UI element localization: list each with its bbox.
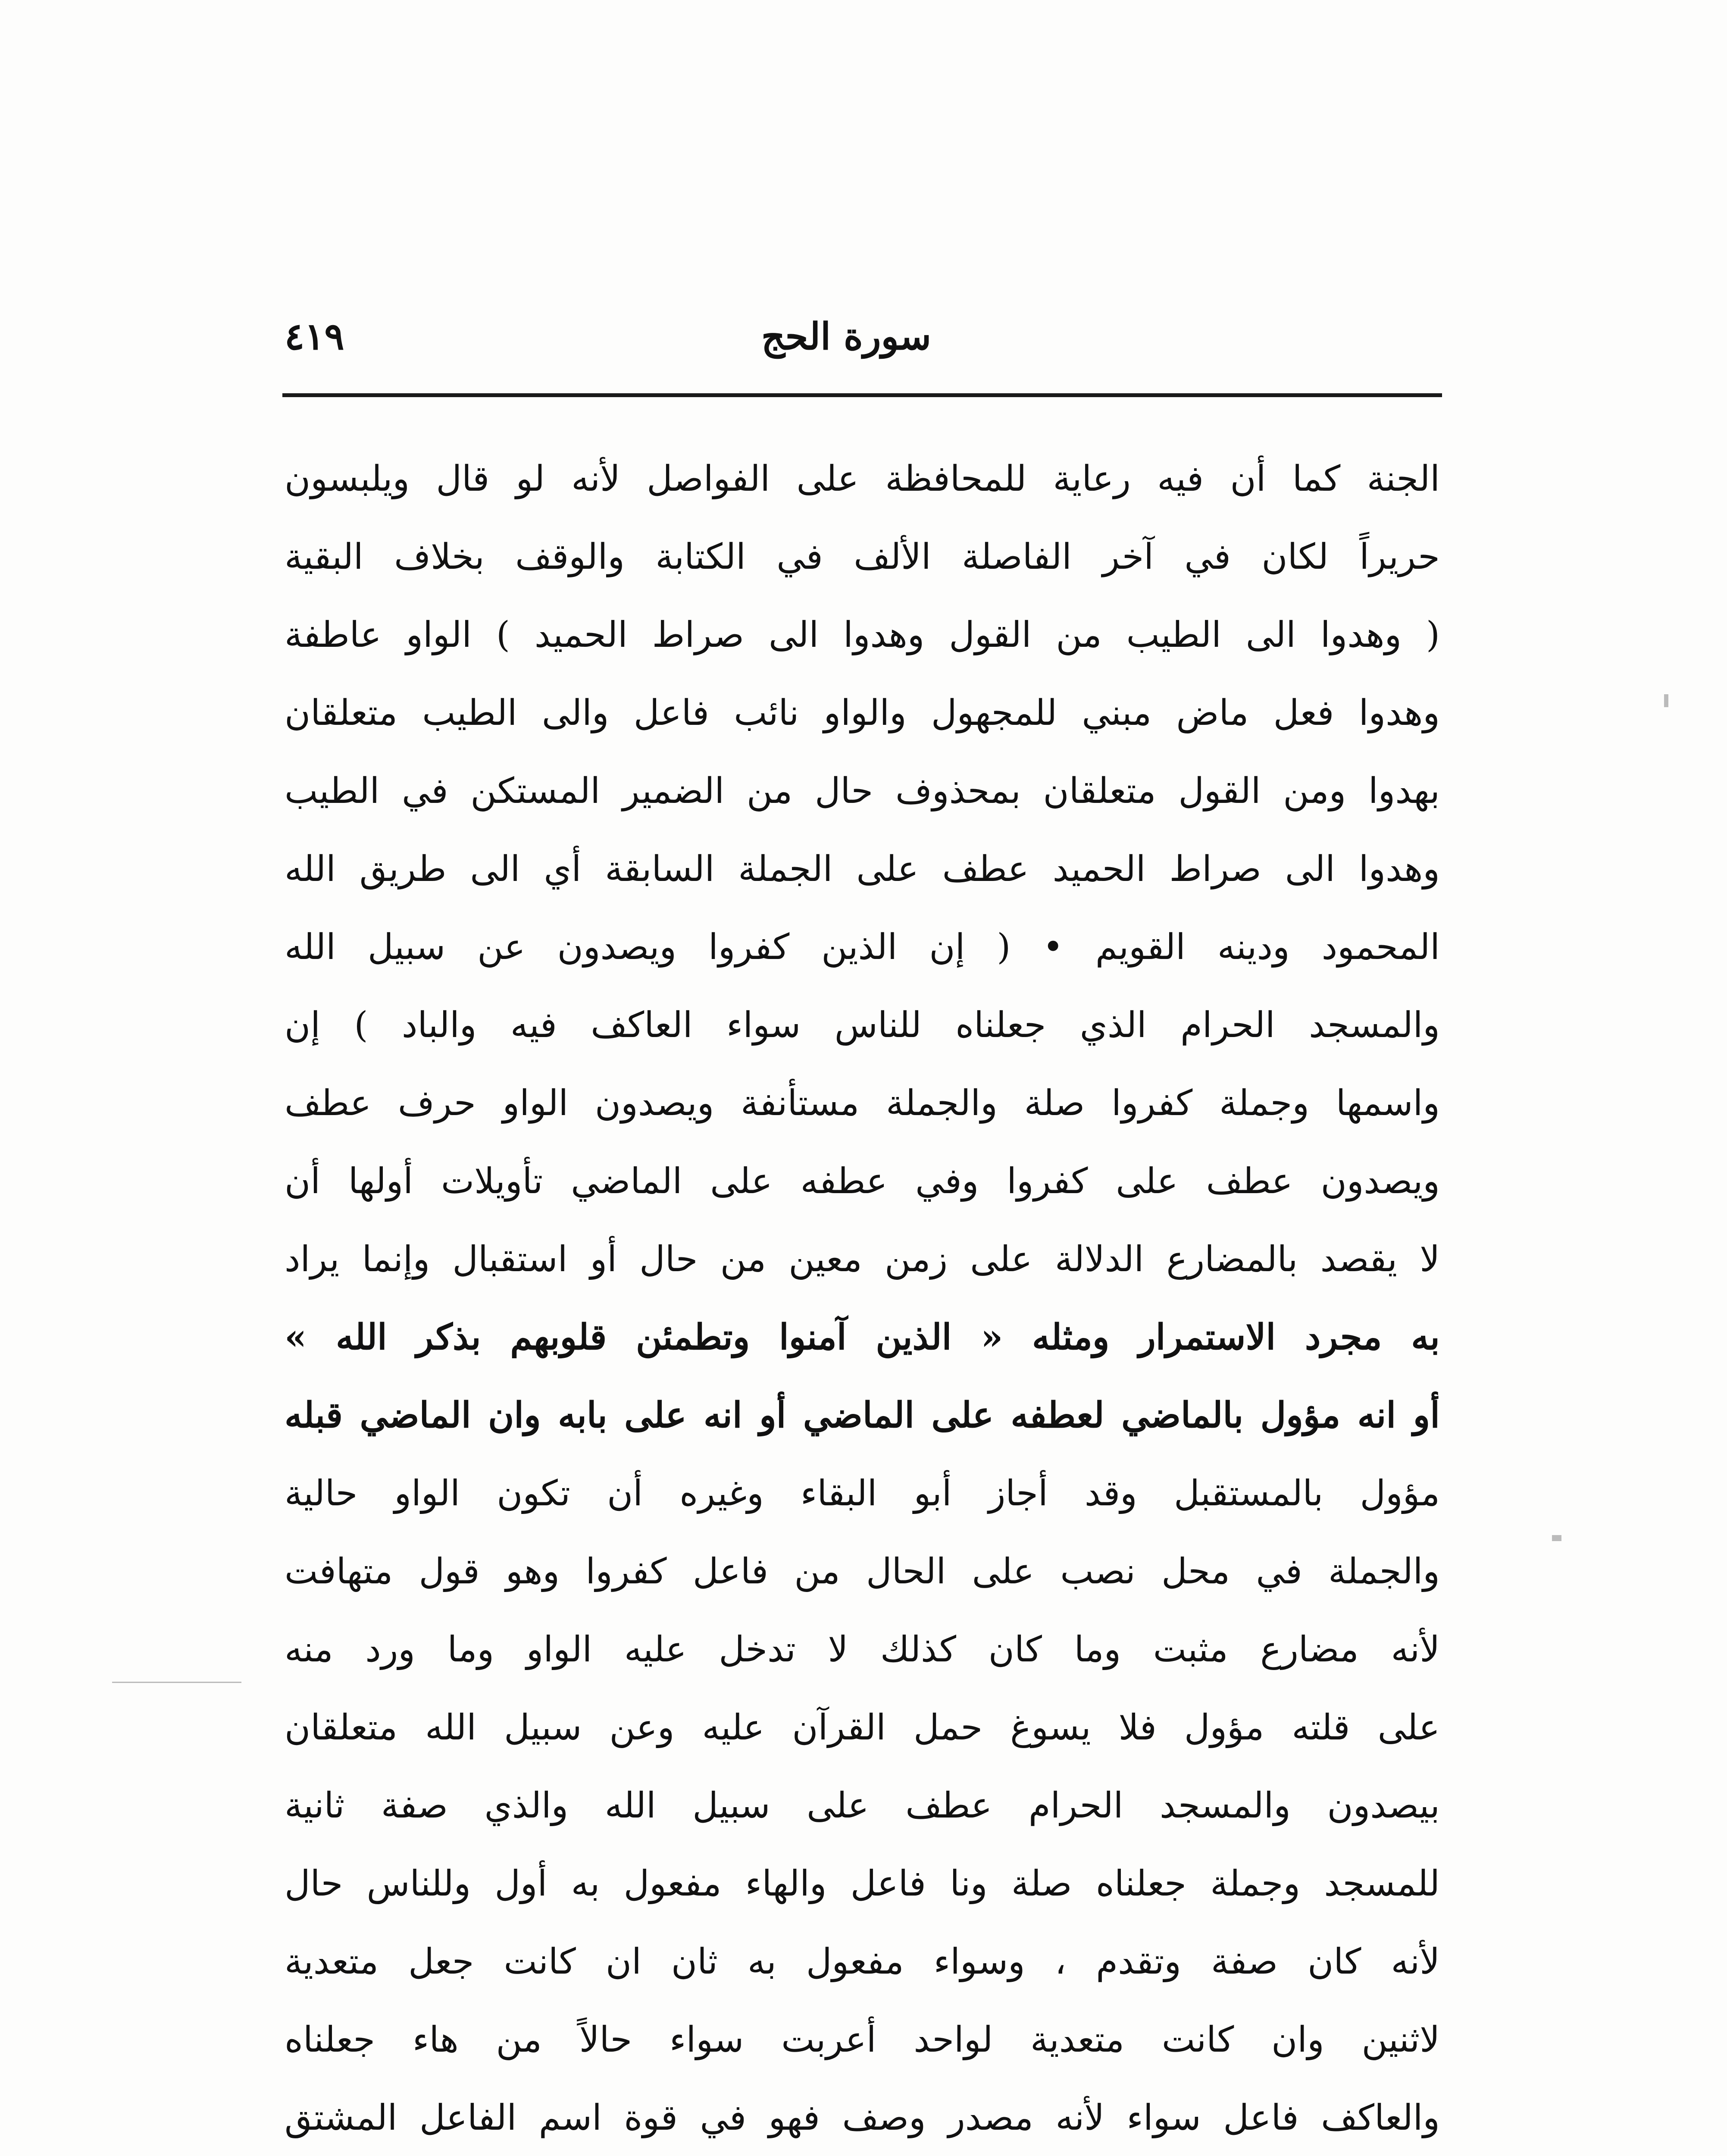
text-line: لا يقصد بالمضارع الدلالة على زمن معين من حال أو استقبال وإنما يراد: [285, 1239, 1440, 1280]
surah-title: سورة الحج: [761, 315, 931, 358]
text-line: ( وهدوا الى الطيب من القول وهدوا الى صراط الحميد ) الواو عاطفة: [285, 614, 1440, 655]
text-line: مؤول بالمستقبل وقد أجاز أبو البقاء وغيره أن تكون الواو حالية: [285, 1473, 1440, 1514]
text-line-bold: أو انه مؤول بالماضي لعطفه على الماضي أو انه على بابه وان الماضي قبله: [285, 1395, 1440, 1436]
text-line: بهدوا ومن القول متعلقان بمحذوف حال من الضمير المستكن في الطيب: [285, 771, 1440, 812]
scan-speck: [1664, 694, 1668, 707]
text-line: بيصدون والمسجد الحرام عطف على سبيل الله والذي صفة ثانية: [285, 1785, 1440, 1826]
scan-speck: [112, 1682, 241, 1683]
text-line: لأنه كان صفة وتقدم ، وسواء مفعول به ثان ان كانت جعل متعدية: [285, 1941, 1440, 1982]
page-number: ٤١٩: [285, 315, 344, 358]
page-header: [285, 306, 1440, 375]
text-line: المحمود ودينه القويم • ( إن الذين كفروا ويصدون عن سبيل الله: [285, 927, 1440, 968]
text-line: والجملة في محل نصب على الحال من فاعل كفروا وهو قول متهافت: [285, 1551, 1440, 1592]
text-line: وهدوا فعل ماض مبني للمجهول والواو نائب فاعل والى الطيب متعلقان: [285, 693, 1440, 733]
text-line: على قلته مؤول فلا يسوغ حمل القرآن عليه وعن سبيل الله متعلقان: [285, 1707, 1440, 1748]
scan-speck: [1552, 1535, 1561, 1541]
text-line: لأنه مضارع مثبت وما كان كذلك لا تدخل عليه الواو وما ورد منه: [285, 1629, 1440, 1670]
text-line: حريراً لكان في آخر الفاصلة الألف في الكتابة والوقف بخلاف البقية: [285, 536, 1440, 577]
text-line: وهدوا الى صراط الحميد عطف على الجملة السابقة أي الى طريق الله: [285, 849, 1440, 890]
text-line: والعاكف فاعل سواء لأنه مصدر وصف فهو في قوة اسم الفاعل المشتق: [285, 2097, 1440, 2138]
text-line: لاثنين وان كانت متعدية لواحد أعربت سواء حالاً من هاء جعلناه: [285, 2019, 1440, 2060]
text-line: واسمها وجملة كفروا صلة والجملة مستأنفة ويصدون الواو حرف عطف: [285, 1083, 1440, 1124]
text-line-bold: به مجرد الاستمرار ومثله « الذين آمنوا وتطمئن قلوبهم بذكر الله »: [285, 1316, 1440, 1358]
text-line: للمسجد وجملة جعلناه صلة ونا فاعل والهاء مفعول به أول وللناس حال: [285, 1863, 1440, 1904]
text-line: الجنة كما أن فيه رعاية للمحافظة على الفواصل لأنه لو قال ويلبسون: [285, 458, 1440, 499]
text-line: والمسجد الحرام الذي جعلناه للناس سواء العاكف فيه والباد ) إن: [285, 1005, 1440, 1046]
text-line: ويصدون عطف على كفروا وفي عطفه على الماضي تأويلات أولها أن: [285, 1161, 1440, 1202]
header-divider: [282, 393, 1442, 397]
body-text: [285, 440, 1440, 2156]
